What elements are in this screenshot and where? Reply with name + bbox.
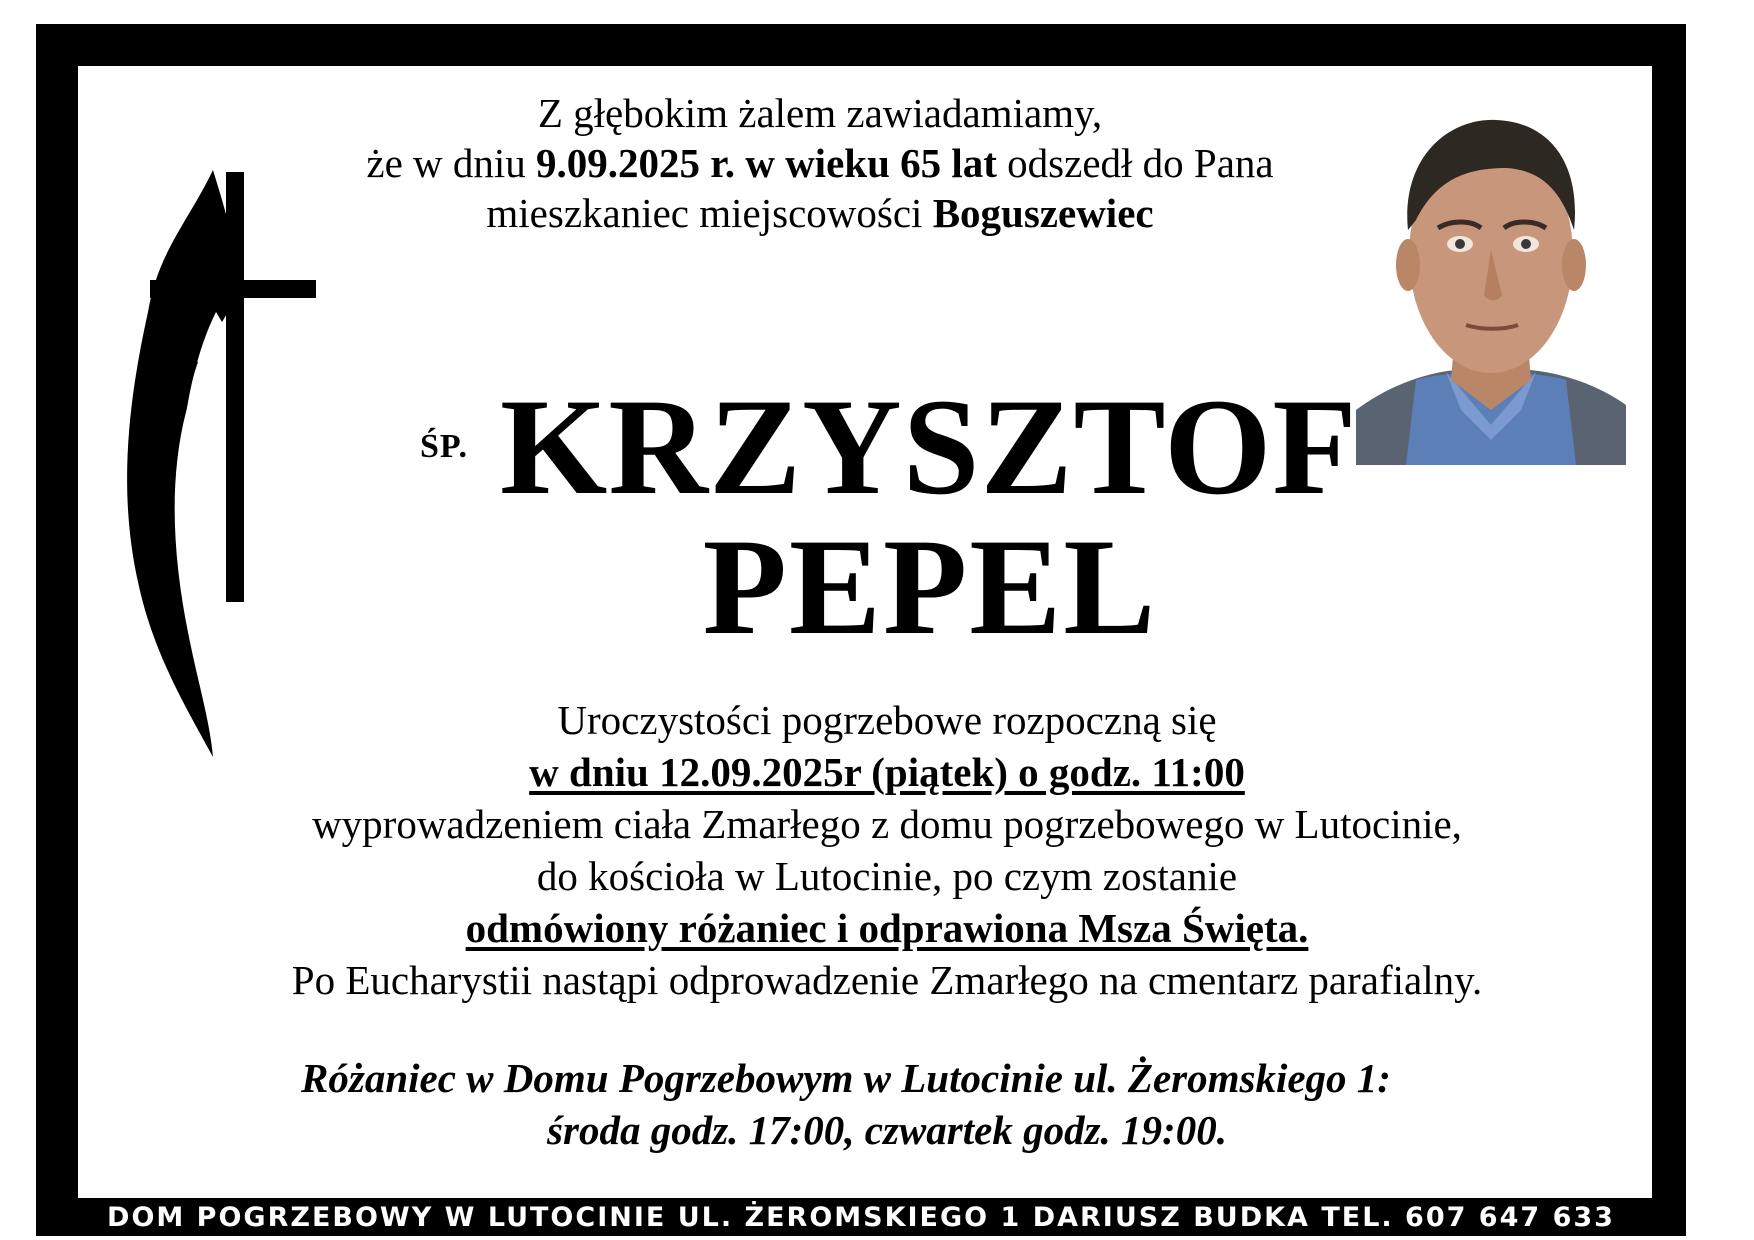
intro-line-3: mieszkaniec miejscowości Boguszewiec — [486, 190, 1154, 236]
residence-place: Boguszewiec — [932, 190, 1154, 236]
portrait-image — [1356, 80, 1626, 465]
rosary-line-1: Różaniec w Domu Pogrzebowym w Lutocinie ul. Żeromskiego 1: — [301, 1055, 1391, 1101]
intro-line-1: Z głębokim żalem zawiadamiamy, — [537, 90, 1103, 136]
portrait-photo — [1356, 80, 1626, 465]
ceremony-line-1: Uroczystości pogrzebowe rozpoczną się — [557, 697, 1217, 743]
deceased-last-name: PEPEL — [702, 510, 1158, 663]
ceremony-line-4: do kościoła w Lutocinie, po czym zostanie — [536, 853, 1238, 899]
cross-with-flame-icon — [118, 162, 318, 762]
funeral-date: w dniu 12.09.2025r (piątek) o godz. 11:00 — [529, 749, 1245, 795]
intro-line-2: że w dniu 9.09.2025 r. w wieku 65 lat odszedł do Pana — [366, 140, 1274, 186]
announcement-intro — [260, 88, 1380, 238]
death-date-age: 9.09.2025 r. w wieku 65 lat — [536, 140, 997, 186]
ceremony-line-6: Po Eucharystii nastąpi odprowadzenie Zmarłego na cmentarz parafialny. — [291, 957, 1483, 1003]
ceremony-line-3: wyprowadzeniem ciała Zmarłego z domu pogrzebowego w Lutocinie, — [312, 801, 1462, 847]
deceased-first-name: KRZYSZTOF — [500, 370, 1358, 523]
funeral-home-footer: DOM POGRZEBOWY W LUTOCINIE UL. ŻEROMSKIEGO 1 DARIUSZ BUDKA TEL. 607 647 633 — [107, 1202, 1615, 1233]
funeral-details — [200, 694, 1574, 1006]
mass-line — [200, 902, 1574, 954]
mass-text: odmówiony różaniec i odprawiona Msza Święta. — [465, 905, 1309, 951]
rosary-info — [200, 1052, 1574, 1156]
ceremony-date-line — [200, 746, 1574, 798]
late-prefix: ŚP. — [420, 428, 469, 465]
rosary-line-2: środa godz. 17:00, czwartek godz. 19:00. — [547, 1107, 1227, 1153]
